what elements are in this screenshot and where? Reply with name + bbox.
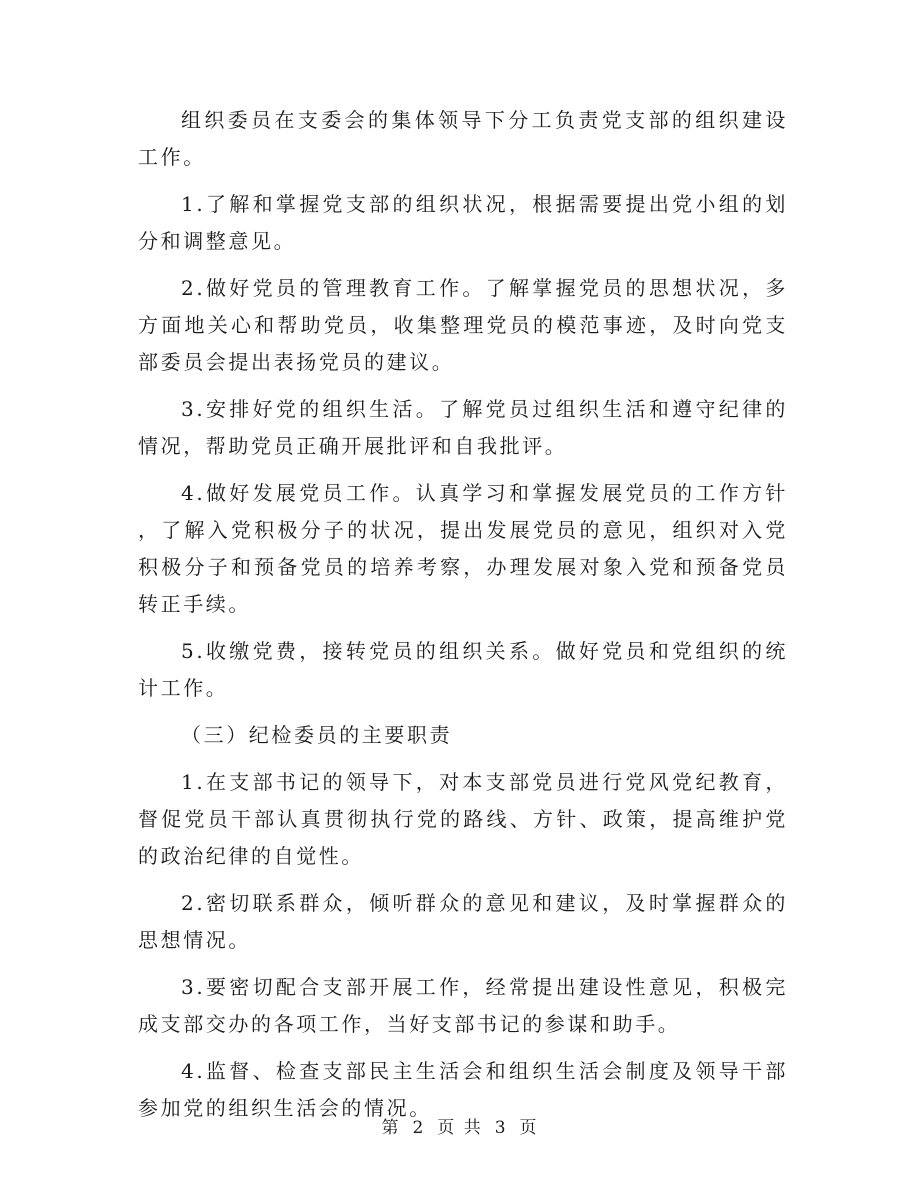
document-body bbox=[138, 102, 788, 1137]
paragraph-intro: 组织委员在支委会的集体领导下分工负责党支部的组织建设工作。 bbox=[138, 108, 788, 169]
paragraph-duty-2: 2.密切联系群众，倾听群众的意见和建议，及时掌握群众的思想情况。 bbox=[138, 891, 788, 952]
section-heading: （三）纪检委员的主要职责 bbox=[181, 723, 453, 747]
paragraph-duty-1: 1.在支部书记的领导下，对本支部党员进行党风党纪教育，督促党员干部认真贯彻执行党的路线、方针、政策，提高维护党的政治纪律的自觉性。 bbox=[138, 770, 788, 868]
paragraph-item-1: 1.了解和掌握党支部的组织状况，根据需要提出党小组的划分和调整意见。 bbox=[138, 192, 788, 253]
footer-prefix: 第 bbox=[381, 1118, 401, 1138]
paragraph-item-3: 3.安排好党的组织生活。了解党员过组织生活和遵守纪律的情况，帮助党员正确开展批评和自我批评。 bbox=[138, 397, 788, 458]
footer-middle: 页 共 bbox=[437, 1118, 483, 1138]
paragraph-item-4: 4.做好发展党员工作。认真学习和掌握发展党员的工作方针，了解入党积极分子的状况，提出发展党员的意见，组织对入党积极分子和预备党员的培养考察，办理发展对象入党和预备党员转正手续。 bbox=[138, 481, 788, 616]
footer-total-pages: 3 bbox=[494, 1118, 508, 1138]
paragraph-duty-3: 3.要密切配合支部开展工作，经常提出建设性意见，积极完成支部交办的各项工作，当好支部书记的参谋和助手。 bbox=[138, 975, 788, 1036]
footer-current-page: 2 bbox=[412, 1118, 426, 1138]
paragraph-duty-4: 4.监督、检查支部民主生活会和组织生活会制度及领导干部参加党的组织生活会的情况。 bbox=[138, 1059, 788, 1120]
paragraph-item-5: 5.收缴党费，接转党员的组织关系。做好党员和党组织的统计工作。 bbox=[138, 639, 788, 700]
paragraph-item-2: 2.做好党员的管理教育工作。了解掌握党员的思想状况，多方面地关心和帮助党员，收集整理党员的模范事迹，及时向党支部委员会提出表扬党员的建议。 bbox=[138, 276, 788, 374]
page-footer bbox=[0, 1113, 920, 1138]
footer-suffix: 页 bbox=[519, 1118, 539, 1138]
